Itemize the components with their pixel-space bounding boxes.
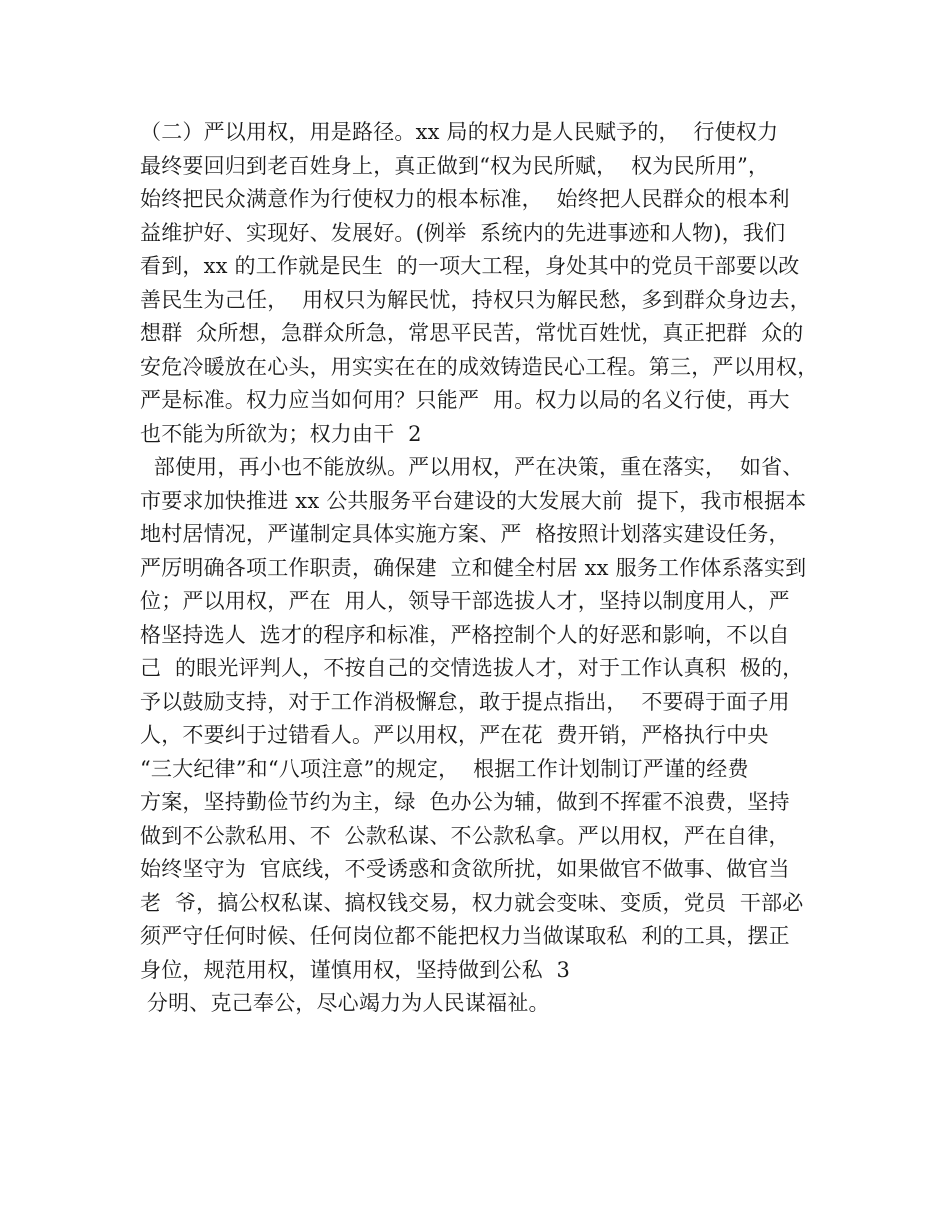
text-line: 做到不公款私用、不 公款私谋、不公款私拿。严以用权，严在自律， (140, 823, 790, 848)
text-line: 方案，坚持勤俭节约为主，绿 色办公为辅，做到不挥霍不浪费，坚持 (140, 790, 790, 814)
text-line: 严厉明确各项工作职责，确保建 立和健全村居 xx 服务工作体系落实到 (140, 555, 807, 580)
text-line: 格坚持选人 选才的程序和标准，严格控制个人的好恶和影响，不以自 (140, 622, 790, 647)
text-line: 分明、克己奉公，尽心竭力为人民谋福祉。 (140, 991, 550, 1015)
text-line: 市要求加快推进 xx 公共服务平台建设的大发展大前 提下，我市根据本 (140, 488, 807, 513)
text-line: 己 的眼光评判人，不按自己的交情选拔人才，对于工作认真积 极的， (140, 656, 804, 680)
text-line: 地村居情况，严谨制定具体实施方案、严 格按照计划落实建设任务， (140, 522, 790, 546)
text-line: 始终坚守为 官底线，不受诱惑和贪欲所扰，如果做官不做事、做官当 (140, 857, 790, 881)
document-body (140, 116, 840, 1021)
text-line: 安危冷暖放在心头，用实实在在的成效铸造民心工程。第三，严以用权， (140, 354, 819, 379)
text-line: 老 爷，搞公权私谋、搞权钱交易，权力就会变味、变质，党员 干部必 (140, 890, 804, 915)
text-line: 人，不要纠于过错看人。严以用权，严在花 费开销，严格执行中央 (140, 723, 769, 747)
text-line: 身位，规范用权，谨慎用权，坚持做到公私 3 (140, 957, 571, 982)
text-line: 也不能为所欲为；权力由干 2 (140, 421, 422, 446)
text-line: 益维护好、实现好、发展好。(例举 系统内的先进事迹和人物)，我们 (140, 220, 786, 245)
text-line: 严是标准。权力应当如何用？只能严 用。权力以局的名义行使，再大 (140, 388, 790, 412)
text-line: 部使用，再小也不能放纵。严以用权，严在决策，重在落实， 如省、 (140, 455, 804, 479)
text-line: 予以鼓励支持，对于工作消极懈怠，敢于提点指出， 不要碍于面子用 (140, 689, 790, 714)
text-line: 看到，xx 的工作就是民生 的一项大工程，身处其中的党员干部要以改 (140, 254, 800, 278)
text-line: 想群 众所想，急群众所急，常思平民苦，常忧百姓忧，真正把群 众的 (140, 321, 804, 345)
text-line: 须严守任何时候、任何岗位都不能把权力当做谋取私 利的工具，摆正 (140, 924, 790, 948)
text-line: （二）严以用权，用是路径。xx 局的权力是人民赋予的， 行使权力 (140, 120, 779, 144)
text-line: “三大纪律”和“八项注意”的规定， 根据工作计划制订严谨的经费 (140, 756, 749, 781)
text-line: 始终把民众满意作为行使权力的根本标准， 始终把人民群众的根本利 (140, 187, 790, 211)
text-line: 善民生为己任， 用权只为解民忧，持权只为解民愁，多到群众身边去， (140, 287, 811, 312)
text-line: 最终要回归到老百姓身上，真正做到“权为民所赋， 权为民所用”， (140, 153, 770, 178)
text-line: 位；严以用权，严在 用人，领导干部选拔人才，坚持以制度用人，严 (140, 589, 790, 613)
